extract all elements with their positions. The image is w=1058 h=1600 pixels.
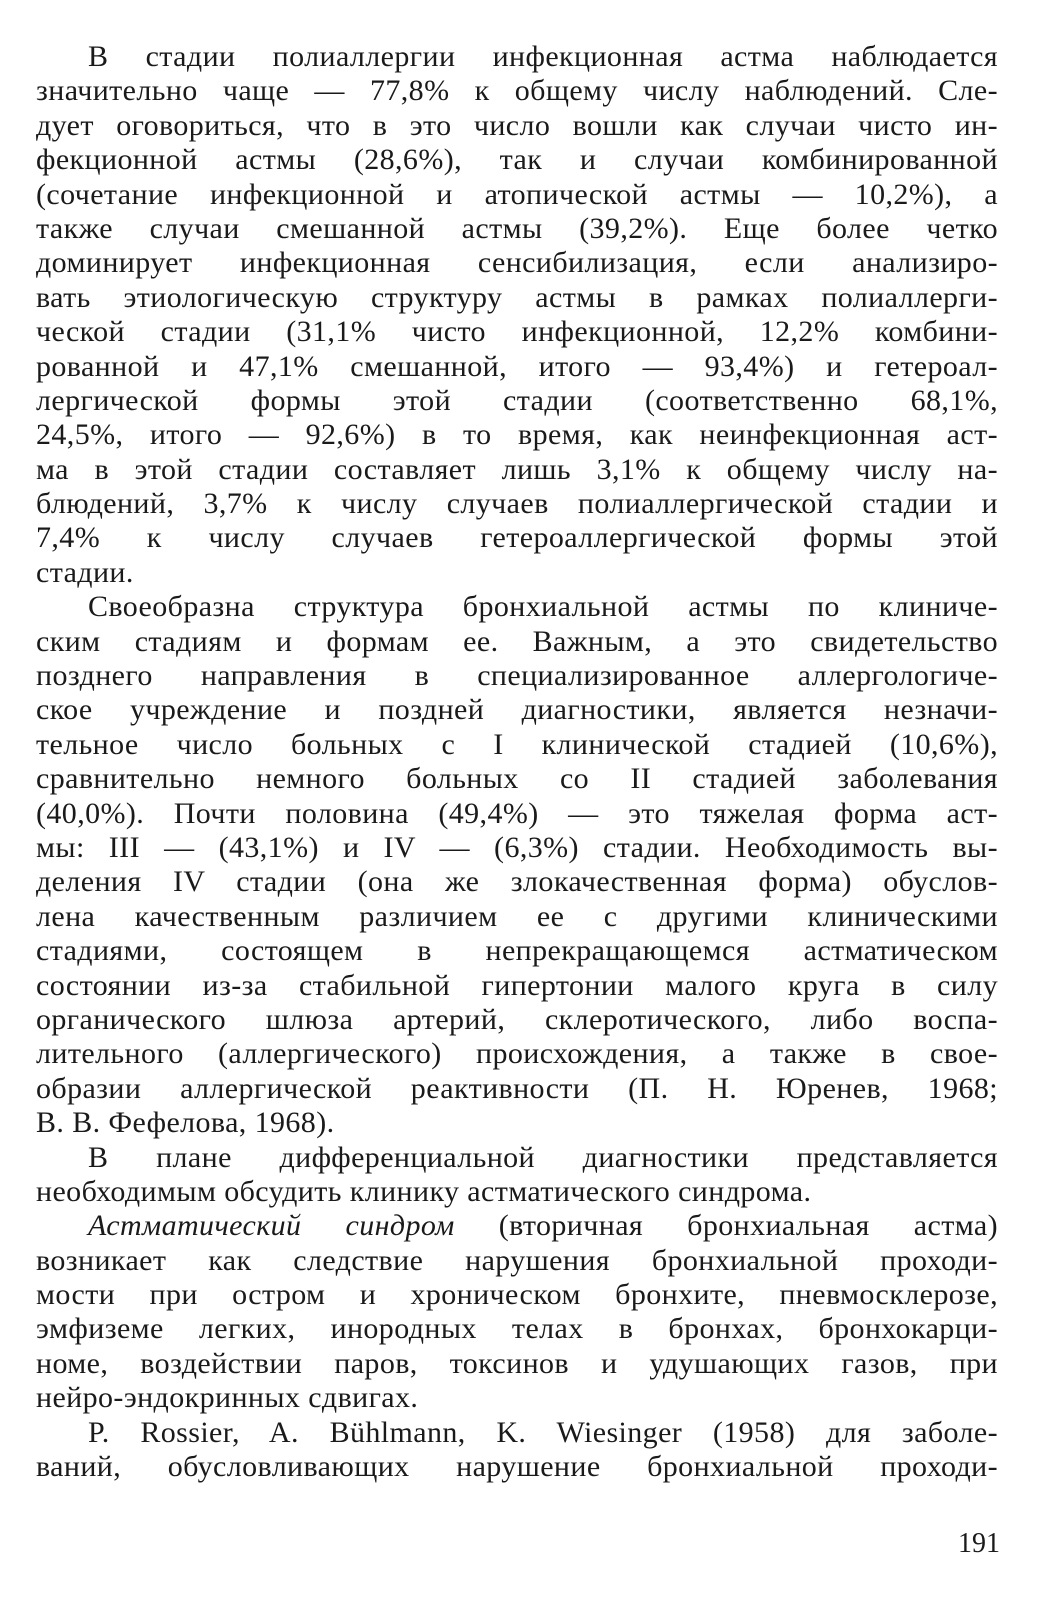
text-line: доминирует инфекционная сенсибилизация, если анализиро- [36,246,998,280]
paragraph [36,590,998,1140]
text-line: фекционной астмы (28,6%), так и случаи комбинированной [36,143,998,177]
text-line: органического шлюза артерий, склеротического, либо воспа- [36,1002,998,1036]
paragraph [36,1141,998,1210]
text-line: вать этиологическую структуру астмы в рамках полиаллерги- [36,280,998,314]
text-line: эмфиземе легких, инородных телах в бронхах, бронхокарци- [36,1312,998,1346]
text-line: лительного (аллергического) происхождения, а также в свое- [36,1037,998,1071]
text-line: стадиями, состоящем в непрекращающемся астматическом [36,934,998,968]
text-line: блюдений, 3,7% к числу случаев полиаллергической стадии и [36,487,998,521]
text-line: ским стадиям и формам ее. Важным, а это свидетельство [36,624,998,658]
page-body [36,40,998,1484]
text-line: (40,0%). Почти половина (49,4%) — это тяжелая форма аст- [36,796,998,830]
text-line: ма в этой стадии составляет лишь 3,1% к общему числу на- [36,452,998,486]
text-line: тельное число больных с I клинической стадией (10,6%), [36,727,998,761]
text-line: ское учреждение и поздней диагностики, является незначи- [36,693,998,727]
text-line: 7,4% к числу случаев гетероаллергической формы этой [36,521,998,555]
italic-term: Астматический синдром [88,1209,455,1243]
text-line: мости при остром и хроническом бронхите, пневмосклерозе, [36,1278,998,1312]
text-line: ческой стадии (31,1% чисто инфекционной, 12,2% комбини- [36,315,998,349]
text-line: Своеобразна структура бронхиальной астмы по клиниче- [88,590,998,624]
text-line: дует оговориться, что в это число вошли как случаи чисто ин- [36,108,998,142]
text-line: P. Rossier, A. Bühlmann, K. Wiesinger (1958) для заболе- [88,1415,998,1449]
text-line: номе, воздействии паров, токсинов и удушающих газов, при [36,1346,998,1380]
text-line: лена качественным различием ее с другими клиническими [36,899,998,933]
text-line: ваний, обусловливающих нарушение бронхиальной проходи- [36,1450,998,1484]
text-line: необходимым обсудить клинику астматического синдрома. [36,1174,812,1208]
text-line: деления IV стадии (она же злокачественная форма) обуслов- [36,865,998,899]
text-line [36,1209,998,1243]
text-line: лергической формы этой стадии (соответственно 68,1%, [36,383,998,417]
text-line: В. В. Фефелова, 1968). [36,1106,335,1140]
text-line: также случаи смешанной астмы (39,2%). Еще более четко [36,211,998,245]
text-line: возникает как следствие нарушения бронхиальной проходи- [36,1243,998,1277]
text-line: позднего направления в специализированное аллергологиче- [36,659,998,693]
text-line: сравнительно немного больных со II стадией заболевания [36,762,998,796]
paragraph [36,1416,998,1485]
paragraph [36,40,998,590]
text-line: нейро-эндокринных сдвигах. [36,1381,419,1415]
paragraph [36,1209,998,1415]
text-line: значительно чаще — 77,8% к общему числу наблюдений. Сле- [36,74,998,108]
text-line: мы: III — (43,1%) и IV — (6,3%) стадии. Необходимость вы- [36,830,998,864]
text-line: стадии. [36,555,134,589]
text-line: образии аллергической реактивности (П. Н. Юренев, 1968; [36,1071,998,1105]
text-line: В стадии полиаллергии инфекционная астма наблюдается [88,40,998,73]
text-line: В плане дифференциальной диагностики представляется [88,1140,998,1174]
text-line: состоянии из-за стабильной гипертонии малого круга в силу [36,968,998,1002]
text-fragment: (вторичная бронхиальная астма) [454,1209,998,1243]
text-line: (сочетание инфекционной и атопической астмы — 10,2%), а [36,177,998,211]
text-line: 24,5%, итого — 92,6%) в то время, как неинфекционная аст- [36,418,998,452]
page-number: 191 [958,1528,1000,1559]
text-line: рованной и 47,1% смешанной, итого — 93,4%) и гетероал- [36,349,998,383]
